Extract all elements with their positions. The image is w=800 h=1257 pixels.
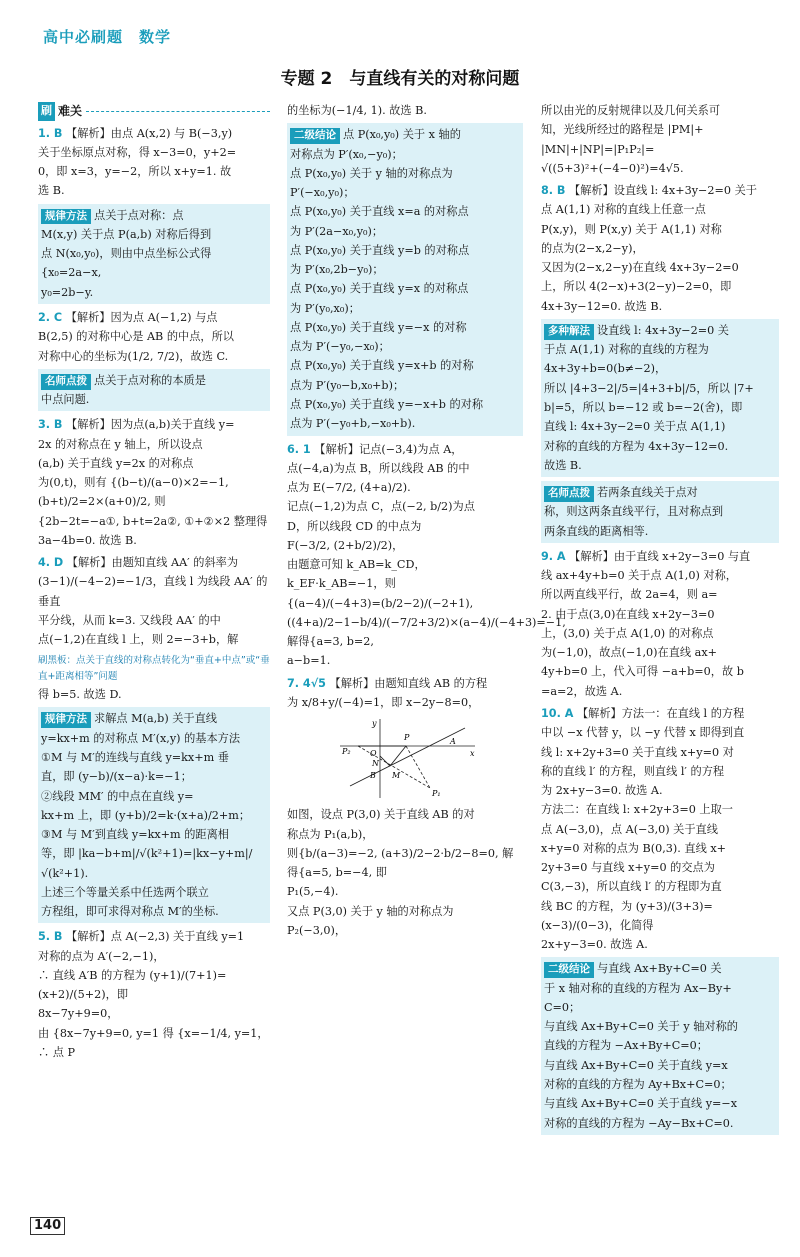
text-line: 对称点为 P′(x₀,−y₀)； bbox=[290, 147, 403, 161]
book-header: 高中必刷题 数学 bbox=[43, 28, 172, 46]
text-line: 为(−1,0)，故点(−1,0)在直线 ax+ bbox=[541, 646, 718, 660]
tip-box bbox=[541, 481, 779, 543]
text-line: 点 A(1,1) 对称的直线上任意一点 bbox=[541, 203, 706, 217]
text-line: 与直线 Ax+By+C=0 关于直线 y=x bbox=[544, 1058, 728, 1072]
text-line: {x₀=2a−x, bbox=[41, 266, 102, 280]
text-line: 【解析】因为点(a,b)关于直线 y= bbox=[66, 418, 235, 432]
answer-number: 5. B bbox=[38, 930, 63, 944]
answer-item bbox=[541, 547, 779, 701]
text-line: 的坐标为(−1/4, 1). 故选 B. bbox=[287, 104, 427, 117]
text-line: 的点为(2−x,2−y)， bbox=[541, 241, 644, 255]
text-line: 为 x/8+y/(−4)=1，即 x−2y−8=0， bbox=[287, 695, 480, 709]
fig-label-p2: P₂ bbox=[342, 747, 351, 757]
text-line: 中以 −x 代替 y，以 −y 代替 x 即得到直 bbox=[541, 726, 745, 740]
answer-item bbox=[541, 704, 779, 954]
text-line: 2x 的对称点在 y 轴上，所以设点 bbox=[38, 437, 203, 451]
tip-tag: 二级结论 bbox=[290, 128, 340, 144]
segment-pp1 bbox=[406, 746, 430, 788]
answer-item bbox=[541, 181, 779, 316]
text-line: 3a−4b=0. 故选 B. bbox=[38, 533, 137, 547]
text-line: 若两条直线关于点对 bbox=[597, 486, 698, 500]
text-line: b|=5，所以 b=−12 或 b=−2(舍)，即 bbox=[544, 400, 743, 414]
text-line: 平分线，从而 k=3. 又线段 AA′ 的中 bbox=[38, 614, 221, 627]
text-line: (3−1)/(−4−2)=−1/3，直线 l 为线段 AA′ 的垂直 bbox=[38, 575, 268, 608]
text-line: 方程组，即可求得对称点 M′的坐标. bbox=[41, 905, 219, 919]
text-line: |MN|+|NP|=|P₁P₂|= bbox=[541, 142, 655, 156]
text-line: 称的直线 l′ 的方程，则直线 l′ 的方程 bbox=[541, 764, 725, 778]
answer-number: 2. C bbox=[38, 311, 63, 325]
tip-tag: 规律方法 bbox=[41, 712, 91, 728]
text-line: 如图，设点 P(3,0) 关于直线 AB 的对 bbox=[287, 808, 475, 822]
section-badge: 刷 bbox=[38, 102, 55, 121]
section-divider bbox=[86, 111, 270, 112]
text-line: 则{b/(a−3)=−2, (a+3)/2−2·b/2−8=0, 解得{a=5, b=−4, 即 bbox=[287, 846, 514, 880]
answer-item bbox=[38, 685, 270, 704]
text-line: 直线的方程为 −Ax+By+C=0； bbox=[544, 1039, 708, 1053]
text-line: ((4+a)/2−1−b/4)/(−7/2+3/2)×(a−4)/(−4+3)=−1, 解得{a=3, b=2, bbox=[287, 615, 566, 649]
reflection-diagram bbox=[330, 716, 480, 801]
answer-item bbox=[541, 101, 779, 178]
text-line: 4x+3y+b=0(b≠−2)， bbox=[544, 362, 667, 376]
segment-pm bbox=[390, 746, 406, 766]
text-line: {(a−4)/(−4+3)=(b/2−2)/(−2+1), bbox=[287, 596, 474, 610]
text-line: 为 P′(y₀,x₀)； bbox=[290, 301, 360, 315]
text-line: 【解析】点 A(−2,3) 关于直线 y=1 bbox=[66, 930, 245, 944]
text-line: 线 l: x+2y+3=0 关于直线 x+y=0 对 bbox=[541, 745, 734, 759]
answer-number: 10. A bbox=[541, 706, 574, 720]
text-line: 点 P(x₀,y₀) 关于 x 轴的 bbox=[343, 128, 461, 142]
text-line: ①M 与 M′的连线与直线 y=kx+m 垂 bbox=[41, 750, 229, 764]
text-line: 【解析】设直线 l: 4x+3y−2=0 关于 bbox=[569, 184, 757, 198]
text-line: 点(−4,a)为点 B，所以线段 AB 的中 bbox=[287, 461, 470, 475]
segment-p2p1 bbox=[358, 746, 430, 788]
text-line: 对称的直线的方程为 4x+3y−12=0. bbox=[544, 439, 729, 453]
page-title: 专题 2 与直线有关的对称问题 bbox=[280, 69, 520, 89]
column-right bbox=[541, 101, 779, 1139]
text-line: 与直线 Ax+By+C=0 关 bbox=[597, 962, 722, 976]
text-line: 于点 A(1,1) 对称的直线的方程为 bbox=[544, 343, 709, 357]
text-line: 【解析】由于直线 x+2y−3=0 与直 bbox=[569, 549, 751, 563]
text-line: 两条直线的距离相等. bbox=[544, 524, 649, 538]
fig-label-n: N bbox=[372, 759, 379, 769]
text-line: 2y+3=0 与直线 x+y=0 的交点为 bbox=[541, 861, 715, 875]
text-line: 所以两直线平行，故 2a=4，则 a= bbox=[541, 588, 718, 602]
answer-number: 8. B bbox=[541, 184, 566, 198]
text-line: 知，光线所经过的路程是 |PM|+ bbox=[541, 123, 704, 137]
text-line: 点为 P′(−y₀,−x₀)； bbox=[290, 340, 390, 354]
fig-label-b: B bbox=[370, 771, 376, 781]
text-line: 求解点 M(a,b) 关于直线 bbox=[94, 712, 217, 726]
answer-item bbox=[38, 415, 270, 550]
text-line: F(−3/2, (2+b/2)/2)， bbox=[287, 538, 404, 552]
text-line: 为 P′(x₀,2b−y₀)； bbox=[290, 263, 384, 277]
text-line: P(x,y)，则 P(x,y) 关于 A(1,1) 对称 bbox=[541, 222, 722, 236]
tip-tag: 名师点拨 bbox=[544, 486, 594, 502]
text-line: 与直线 Ax+By+C=0 关于 y 轴对称的 bbox=[544, 1020, 738, 1034]
text-line: 线 BC 的方程，为 (y+3)/(3+3)=(x−3)/(0−3)，化简得 bbox=[541, 899, 713, 932]
text-line: 上，所以 4(2−x)+3(2−y)−2=0，即 bbox=[541, 280, 732, 294]
fig-label-o: O bbox=[370, 749, 377, 759]
text-line: 直线 l: 4x+3y−2=0 关于点 A(1,1) bbox=[544, 420, 726, 434]
text-line: 等，即 |ka−b+m|/√(k²+1)=|kx−y+m|/√(k²+1). bbox=[41, 847, 253, 880]
text-line: 称，则这两条直线平行，且对称点到 bbox=[544, 505, 724, 519]
text-line: 点 P(x₀,y₀) 关于直线 x=a 的对称点 bbox=[290, 205, 469, 219]
text-line: 上述三个等量关系中任选两个联立 bbox=[41, 885, 209, 899]
answer-item bbox=[38, 124, 270, 201]
fig-label-m: M bbox=[392, 771, 401, 781]
text-line: 故选 B. bbox=[544, 458, 582, 472]
page-number: 140 bbox=[30, 1217, 65, 1235]
text-line: (a,b) 关于直线 y=2x 的对称点 bbox=[38, 456, 194, 470]
text-line: 与直线 Ax+By+C=0 关于直线 y=−x bbox=[544, 1097, 738, 1111]
answer-item bbox=[287, 674, 523, 713]
text-line: 点(−1,2)在直线 l 上，则 2=−3+b，解 bbox=[38, 633, 239, 647]
text-line: 【解析】由题知直线 AA′ 的斜率为 bbox=[66, 556, 239, 570]
text-line: 所以由光的反射规律以及几何关系可 bbox=[541, 104, 721, 117]
text-line: 【解析】由题知直线 AB 的方程 bbox=[329, 676, 488, 690]
text-line: 得 b=5. 故选 D. bbox=[38, 688, 122, 702]
text-line: 8x−7y+9=0， bbox=[38, 1007, 119, 1021]
text-line: y₀=2b−y. bbox=[41, 285, 94, 299]
tip-tag: 规律方法 bbox=[41, 209, 91, 225]
text-line: 对称的点为 A′(−2,−1)， bbox=[38, 949, 165, 963]
text-line: 点 N(x₀,y₀)，则由中点坐标公式得 bbox=[41, 247, 212, 261]
text-line: B(2,5) 的对称中心是 AB 的中点，所以 bbox=[38, 330, 234, 344]
answer-item bbox=[287, 805, 523, 940]
tip-box bbox=[38, 369, 270, 412]
text-line: ②线段 MM′ 的中点在直线 y= bbox=[41, 789, 194, 803]
text-line: C(3,−3)，所以直线 l′ 的方程即为直 bbox=[541, 880, 722, 894]
text-line: 点 P(x₀,y₀) 关于直线 y=b 的对称点 bbox=[290, 243, 470, 257]
answer-number: 4. D bbox=[38, 556, 64, 570]
tip-tag: 名师点拨 bbox=[41, 374, 91, 390]
column-left bbox=[38, 101, 270, 1065]
tip-box bbox=[38, 707, 270, 923]
text-line: ∴ 直线 A′B 的方程为 (y+1)/(7+1)=(x+2)/(5+2)，即 bbox=[38, 968, 227, 1002]
text-line: 【解析】因为点 A(−1,2) 与点 bbox=[65, 311, 218, 325]
text-line: 关于坐标原点对称，得 x−3=0，y+2= bbox=[38, 145, 237, 159]
text-line: 对称的直线的方程为 −Ay−Bx+C=0. bbox=[544, 1116, 734, 1130]
answer-number: 3. B bbox=[38, 418, 63, 432]
answer-number: 1. B bbox=[38, 126, 63, 140]
answer-item bbox=[287, 101, 523, 120]
text-line: y=kx+m 的对称点 M′(x,y) 的基本方法 bbox=[41, 731, 241, 745]
text-line: 【解析】方法一：在直线 l 的方程 bbox=[576, 706, 745, 720]
column-left-content bbox=[38, 124, 270, 1063]
text-line: 线 ax+4y+b=0 关于点 A(1,0) 对称， bbox=[541, 569, 737, 583]
answer-number: 7. 4√5 bbox=[287, 676, 326, 690]
text-line: 点 P(x₀,y₀) 关于直线 y=x+b 的对称 bbox=[290, 359, 474, 373]
text-line: 为(0,t)，则有 {(b−t)/(a−0)×2=−1, bbox=[38, 476, 229, 490]
text-line: =a=2，故选 A. bbox=[541, 684, 623, 698]
answer-number: 9. A bbox=[541, 549, 566, 563]
tip-tag: 二级结论 bbox=[544, 962, 594, 978]
section-heading bbox=[38, 101, 270, 122]
fig-label-p1: P₁ bbox=[432, 789, 441, 799]
text-line: 点 P(x₀,y₀) 关于直线 y=−x 的对称 bbox=[290, 320, 467, 334]
text-line: 2. 由于点(3,0)在直线 x+2y−3=0 bbox=[541, 607, 715, 621]
text-line: 设直线 l: 4x+3y−2=0 关 bbox=[597, 323, 729, 337]
text-line: 点关于点对称：点 bbox=[94, 208, 184, 222]
text-line: 于 x 轴对称的直线的方程为 Ax−By+ bbox=[544, 981, 732, 995]
answer-item bbox=[38, 927, 270, 1062]
text-line: 点为 E(−7/2, (4+a)/2). bbox=[287, 481, 411, 495]
margin-note: 刷黑板：点关于直线的对称点转化为“垂直+中点”或“垂直+距离相等”问题 bbox=[38, 654, 270, 682]
fig-label-p: P bbox=[404, 733, 410, 743]
text-line: P₂(−3,0)， bbox=[287, 923, 347, 937]
fig-label-y: y bbox=[372, 719, 377, 729]
text-line: 由题意可知 k_AB=k_CD，k_EF·k_AB=−1，则 bbox=[287, 558, 426, 591]
text-line: 4y+b=0 上，代入可得 −a+b=0，故 b bbox=[541, 665, 744, 679]
text-line: 直，即 (y−b)/(x−a)·k=−1； bbox=[41, 770, 192, 784]
answer-item bbox=[38, 553, 270, 649]
text-line: 对称中心的坐标为(1/2, 7/2)，故选 C. bbox=[38, 349, 229, 363]
text-line: 4x+3y−12=0. 故选 B. bbox=[541, 299, 663, 313]
text-line: 对称的直线的方程为 Ay+Bx+C=0； bbox=[544, 1078, 732, 1092]
text-line: 点 P(x₀,y₀) 关于直线 y=−x+b 的对称 bbox=[290, 397, 484, 411]
text-line: 点 P(x₀,y₀) 关于直线 y=x 的对称点 bbox=[290, 282, 469, 296]
tip-tag: 多种解法 bbox=[544, 324, 594, 340]
text-line: 称点为 P₁(a,b)， bbox=[287, 827, 374, 841]
text-line: D，所以线段 CD 的中点为 bbox=[287, 519, 422, 533]
text-line: √((5+3)²+(−4−0)²)=4√5. bbox=[541, 161, 684, 175]
text-line: 方法二：在直线 l: x+2y+3=0 上取一 bbox=[541, 803, 733, 817]
text-line: 所以 |4+3−2|/5=|4+3+b|/5，所以 |7+ bbox=[544, 381, 754, 395]
segment-mn bbox=[380, 756, 390, 766]
tip-box bbox=[38, 204, 270, 304]
text-line: 点 P(x₀,y₀) 关于 y 轴的对称点为 bbox=[290, 166, 453, 180]
fig-label-x: x bbox=[470, 749, 475, 759]
answer-item bbox=[38, 308, 270, 366]
text-line: 【解析】记点(−3,4)为点 A， bbox=[314, 442, 463, 456]
answer-number: 6. 1 bbox=[287, 442, 311, 456]
text-line: 为 2x+y−3=0. 故选 A. bbox=[541, 784, 663, 798]
text-line: 记点(−1,2)为点 C，点(−2, b/2)为点 bbox=[287, 500, 475, 514]
text-line: 0，即 x=3，y=−2，所以 x+y=1. 故 bbox=[38, 165, 232, 179]
text-line: 点关于点对称的本质是 bbox=[94, 373, 206, 387]
text-line: 点为 P′(−y₀+b,−x₀+b). bbox=[290, 417, 416, 431]
column-right-content bbox=[541, 101, 779, 1135]
text-line: {2b−2t=−a①, b+t=2a②, ①+②×2 整理得 bbox=[38, 514, 268, 528]
text-line: 点 A(−3,0)，点 A(−3,0) 关于直线 bbox=[541, 822, 718, 836]
tip-box bbox=[287, 123, 523, 435]
fig-label-a: A bbox=[450, 737, 456, 747]
text-line: kx+m 上，即 (y+b)/2=k·(x+a)/2+m； bbox=[41, 808, 251, 822]
text-line: 【解析】由点 A(x,2) 与 B(−3,y) bbox=[66, 126, 233, 140]
tip-box bbox=[541, 319, 779, 477]
text-line: P₁(5,−4). bbox=[287, 885, 339, 899]
text-line: 由 {8x−7y+9=0, y=1 得 {x=−1/4, y=1，∴ 点 P bbox=[38, 1026, 269, 1059]
text-line: M(x,y) 关于点 P(a,b) 对称后得到 bbox=[41, 227, 212, 241]
text-line: x+y=0 对称的点为 B(0,3). 直线 x+ bbox=[541, 841, 727, 855]
text-line: 又点 P(3,0) 关于 y 轴的对称点为 bbox=[287, 904, 454, 918]
text-line: 选 B. bbox=[38, 184, 65, 198]
section-name: 难关 bbox=[58, 104, 83, 118]
text-line: P′(−x₀,y₀)； bbox=[290, 186, 355, 200]
text-line: C=0； bbox=[544, 1000, 581, 1014]
text-line: 中点问题. bbox=[41, 393, 90, 407]
text-line: 上，(3,0) 关于点 A(1,0) 的对称点 bbox=[541, 626, 714, 640]
text-line: 2x+y−3=0. 故选 A. bbox=[541, 938, 648, 952]
text-line: 又因为(2−x,2−y)在直线 4x+3y−2=0 bbox=[541, 261, 739, 275]
text-line: 为 P′(2a−x₀,y₀)； bbox=[290, 224, 384, 238]
text-line: ③M 与 M′到直线 y=kx+m 的距离相 bbox=[41, 828, 229, 842]
text-line: (b+t)/2=2×(a+0)/2, 则 bbox=[38, 495, 166, 509]
text-line: a−b=1. bbox=[287, 654, 331, 668]
text-line: 点为 P′(y₀−b,x₀+b)； bbox=[290, 378, 405, 392]
tip-box bbox=[541, 957, 779, 1134]
